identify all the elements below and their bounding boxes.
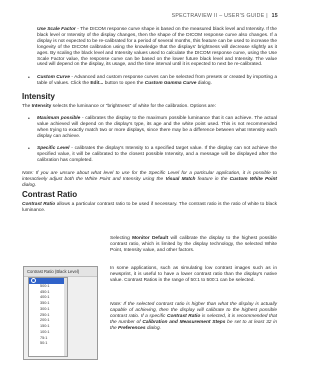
page-number: 15 bbox=[271, 13, 278, 19]
intensity-note: Note: If you are unsure about what level to use for the Specific Level for a particular application, it is possible to interactively adjust both the White Point and Intensity using the Visual Match feature in the Custom White Point dialog. bbox=[22, 171, 277, 188]
list-item[interactable]: 350:1 bbox=[40, 301, 50, 305]
intensity-heading: Intensity bbox=[22, 92, 55, 101]
custom-white-point-ref: Custom White Point bbox=[229, 176, 277, 182]
edit-button-ref: Edit... bbox=[90, 80, 104, 86]
intensity-intro: The Intensity selects the luminance or "brightness" of white for the calibration. Options are: bbox=[22, 104, 217, 109]
max-possible-paragraph: Maximum possible - calibrates the display to the maximum possible luminance that it can achieve. The actual value achieved will depend on the display's type, its age and the white point used. This is not recommended when trying to exactly match two or more displays, since there may be a difference between what Intensity each display can achieve. bbox=[37, 116, 277, 139]
bullet-icon: • bbox=[28, 75, 30, 81]
monitor-default-term: Monitor Default bbox=[132, 236, 169, 241]
header-title: SPECTRAVIEW II – USER'S GUIDE bbox=[171, 13, 265, 19]
visual-match-ref: Visual Match bbox=[165, 176, 196, 182]
monitor-default-paragraph: Selecting Monitor Default will calibrate the display to the highest possible contrast ratio, which is limited by the display technology, the selected White Point, Intensity value, and other factors. bbox=[110, 236, 277, 253]
list-item[interactable]: 400:1 bbox=[40, 295, 50, 300]
low-contrast-paragraph: In some applications, such as simulating low contrast images such as in newsprint, it is useful to have a lower contrast ratio than the display's native value. Contrast Ratios in the range of 50:1 to 500:1 can be selected. bbox=[110, 266, 277, 283]
custom-curve-term: Custom Curve bbox=[37, 75, 70, 80]
list-item[interactable]: 50:1 bbox=[40, 341, 48, 346]
scale-factor-body: - The DICOM response curve shape is based on the measured black level and Intensity. If the black level or Intensity of the display changes, then the shape of the DICOM response curve also changes. If a display is not expected to be re-calibrated for a period of several months, this feature can be used to increase the longevity of the DICOM calibration using the knowledge that the displays' brightness will decrease slightly as it ages. By scaling the black level and Intensity values used to calculate the DICOM response curve, using the Use Scale Factor value, the response curve can be based on the lower future black level and Intensity. The value used will depend on the display, its usage, and the time interval until it is expected to next be re-calibrated. bbox=[37, 27, 277, 68]
radio-icon bbox=[31, 278, 36, 283]
list-item[interactable]: 500:1 bbox=[40, 283, 50, 288]
list-item[interactable]: 200:1 bbox=[40, 318, 50, 323]
custom-curve-paragraph: Custom Curve - Advanced and custom response curves can be selected from presets or created by importing a table of values. Click the Edit... button to open the Custom Gamma Curve dialog. bbox=[37, 75, 277, 86]
list-item[interactable]: 450:1 bbox=[40, 289, 50, 294]
list-item[interactable]: 75:1 bbox=[40, 335, 48, 340]
contrast-note: Note: If the selected contrast ratio is higher than what the display is actually capable of achieving, then the display will calibrate to the highest possible contrast ratio. If a specific Contrast Ratio is selected, it is recommended that the number of Calibration and Measurement Steps be set to at least 32 in the Preferences dialog. bbox=[110, 302, 277, 331]
bullet-icon: • bbox=[28, 146, 30, 152]
list-item[interactable]: 300:1 bbox=[40, 306, 50, 311]
scale-factor-paragraph bbox=[37, 27, 277, 68]
specific-level-term: Specific Level bbox=[37, 146, 70, 151]
contrast-heading: Contrast Ratio bbox=[22, 190, 78, 199]
bullet-icon: • bbox=[28, 116, 30, 122]
specific-level-paragraph: Specific Level - calibrates the display's Intensity to a specified target value. If the display can not achieve the specified value, it will be calibrated to the closest possible Intensity, and a message will be displayed after the calibration has completed. bbox=[37, 146, 277, 163]
dialog-title: Contrast Ratio (Black Level) bbox=[24, 267, 97, 277]
header-separator: | bbox=[266, 13, 268, 19]
list-item[interactable]: 100:1 bbox=[40, 329, 50, 334]
list-item[interactable]: 250:1 bbox=[40, 312, 50, 317]
list-item[interactable] bbox=[29, 353, 67, 357]
list-item[interactable]: 150:1 bbox=[40, 324, 50, 328]
custom-gamma-ref: Custom Gamma Curve bbox=[144, 80, 197, 86]
scale-factor-term: Use Scale Factor bbox=[37, 27, 76, 32]
contrast-ratio-list[interactable] bbox=[28, 277, 68, 357]
contrast-intro: Contrast Ratio allows a particular contrast ratio to be used if necessary. The contrast ratio is the ratio of white to black luminance. bbox=[22, 202, 278, 213]
contrast-ratio-dialog bbox=[23, 266, 98, 360]
page-header bbox=[172, 13, 278, 19]
max-possible-term: Maximum possible bbox=[37, 116, 81, 121]
scrollbar[interactable] bbox=[64, 278, 67, 356]
contrast-ratio-term: Contrast Ratio bbox=[22, 202, 56, 207]
